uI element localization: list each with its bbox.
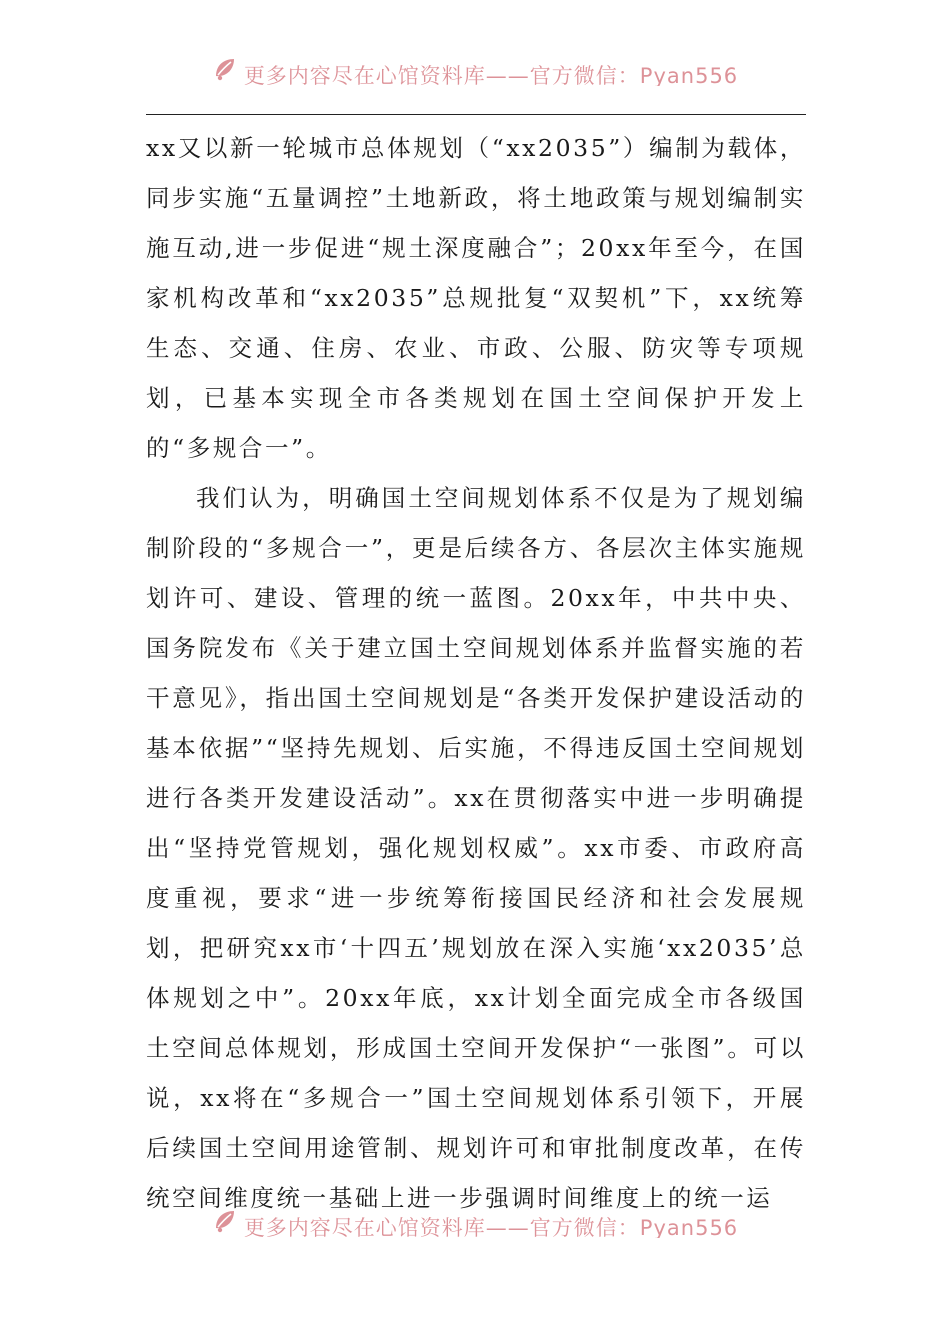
watermark-text: 更多内容尽在心馆资料库——官方微信：Pyan556	[243, 64, 739, 86]
header-divider	[146, 114, 806, 115]
paragraph-1: xx又以新一轮城市总体规划（“xx2035”）编制为载体，同步实施“五量调控”土地新政，将土地政策与规划编制实施互动,进一步促进“规土深度融合”；20xx年至今，在国家机构改革和“xx2035”总规批复“双契机”下，xx统筹生态、交通、住房、农业、市政、公服、防灾等专项规划，已基本实现全市各类规划在国土空间保护开发上的“多规合一”。	[146, 134, 806, 462]
watermark-text: 更多内容尽在心馆资料库——官方微信：Pyan556	[243, 1216, 739, 1238]
paragraph-2: 我们认为，明确国土空间规划体系不仅是为了规划编制阶段的“多规合一”，更是后续各方、各层次主体实施规划许可、建设、管理的统一蓝图。20xx年，中共中央、国务院发布《关于建立国土空间规划体系并监督实施的若干意见》，指出国土空间规划是“各类开发保护建设活动的基本依据”“坚持先规划、后实施，不得违反国土空间规划进行各类开发建设活动”。xx在贯彻落实中进一步明确提出“坚持党管规划，强化规划权威”。xx市委、市政府高度重视，要求“进一步统筹衔接国民经济和社会发展规划，把研究xx市‘十四五’规划放在深入实施‘xx2035’总体规划之中”。20xx年底，xx计划全面完成全市各级国土空间总体规划，形成国土空间开发保护“一张图”。可以说，xx将在“多规合一”国土空间规划体系引领下，开展后续国土空间用途管制、规划许可和审批制度改革，在传统空间维度统一基础上进一步强调时间维度上的统一运	[146, 484, 806, 1212]
leaf-logo-icon	[212, 56, 238, 82]
watermark-header	[0, 52, 950, 86]
leaf-logo-icon	[212, 1208, 238, 1234]
document-body	[146, 123, 806, 1223]
watermark-footer	[0, 1204, 950, 1238]
